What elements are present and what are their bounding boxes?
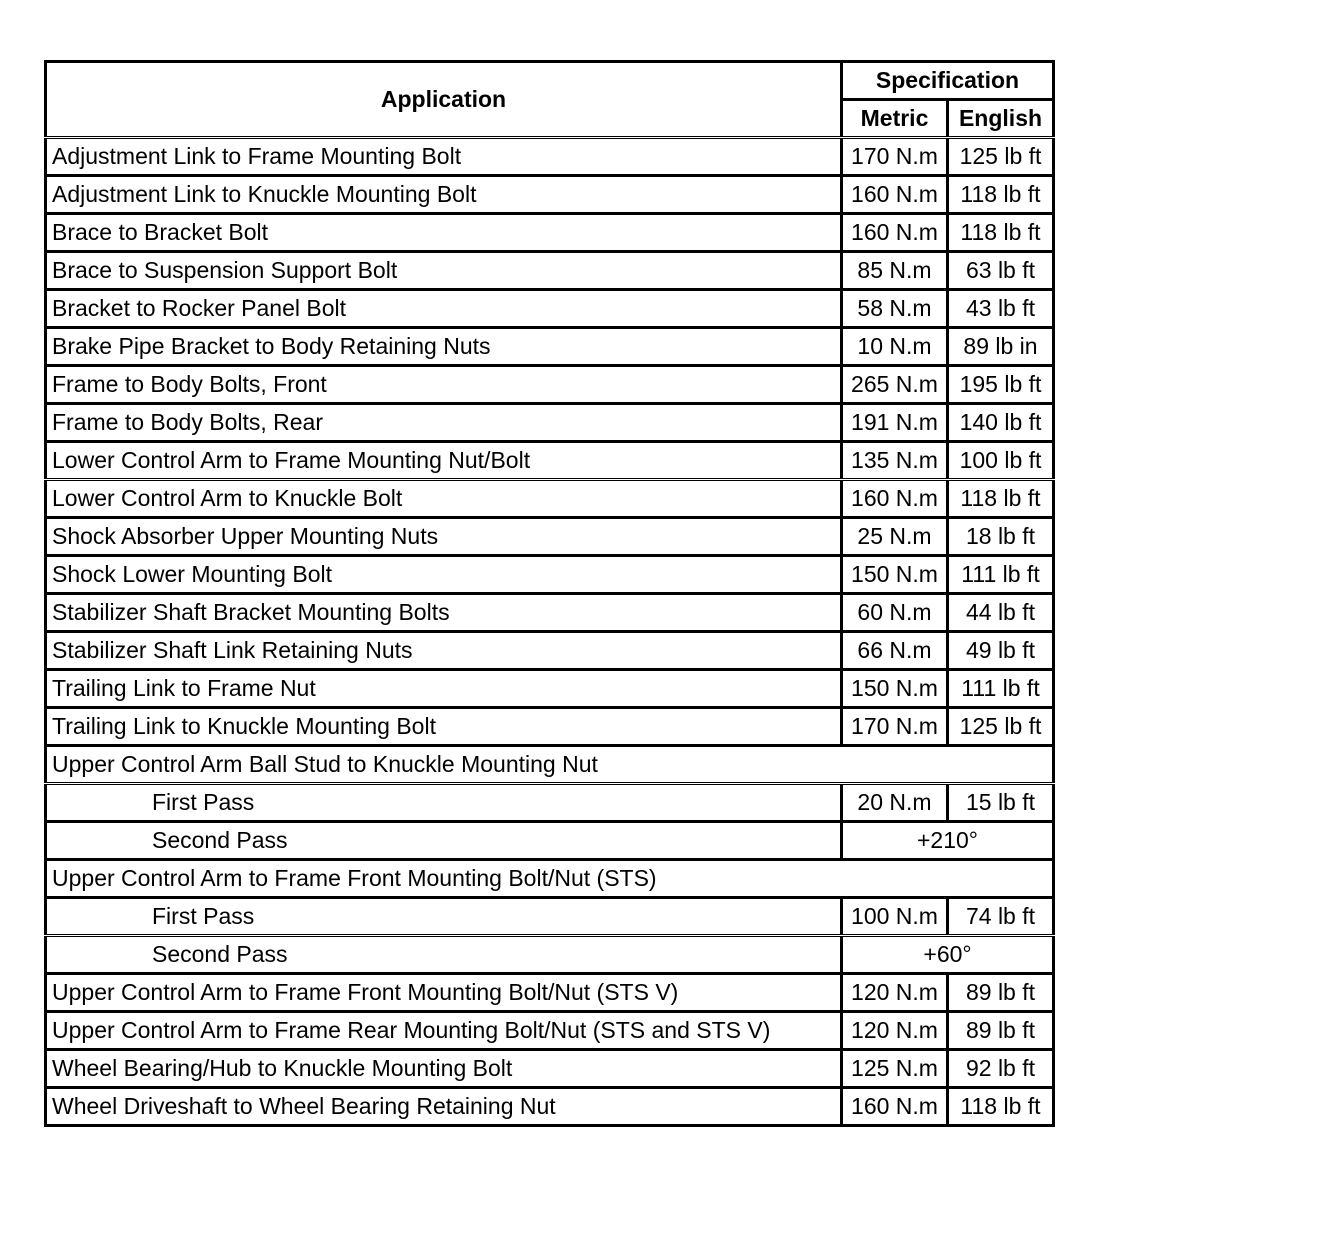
- english-cell: 125 lb ft: [948, 138, 1054, 176]
- metric-cell: 170 N.m: [842, 708, 948, 746]
- table-row: [46, 708, 1054, 746]
- application-cell: First Pass: [46, 898, 842, 936]
- table-row: [46, 518, 1054, 556]
- english-cell: 74 lb ft: [948, 898, 1054, 936]
- metric-cell: 20 N.m: [842, 784, 948, 822]
- application-cell: Lower Control Arm to Frame Mounting Nut/Bolt: [46, 442, 842, 480]
- application-cell: Shock Lower Mounting Bolt: [46, 556, 842, 594]
- metric-cell: 66 N.m: [842, 632, 948, 670]
- metric-cell: 120 N.m: [842, 974, 948, 1012]
- application-cell: Upper Control Arm to Frame Rear Mounting Bolt/Nut (STS and STS V): [46, 1012, 842, 1050]
- english-cell: 118 lb ft: [948, 214, 1054, 252]
- metric-cell: 265 N.m: [842, 366, 948, 404]
- table-row: [46, 328, 1054, 366]
- table-row: [46, 366, 1054, 404]
- metric-cell: 160 N.m: [842, 480, 948, 518]
- english-cell: 49 lb ft: [948, 632, 1054, 670]
- header-metric: Metric: [842, 100, 948, 138]
- table-row: [46, 822, 1054, 860]
- table-row: [46, 936, 1054, 974]
- application-cell: Lower Control Arm to Knuckle Bolt: [46, 480, 842, 518]
- application-cell: Wheel Driveshaft to Wheel Bearing Retaining Nut: [46, 1088, 842, 1126]
- metric-cell: 85 N.m: [842, 252, 948, 290]
- english-cell: 100 lb ft: [948, 442, 1054, 480]
- application-cell: Frame to Body Bolts, Rear: [46, 404, 842, 442]
- metric-cell: 100 N.m: [842, 898, 948, 936]
- application-cell: Shock Absorber Upper Mounting Nuts: [46, 518, 842, 556]
- application-cell: Second Pass: [46, 936, 842, 974]
- application-cell: Stabilizer Shaft Link Retaining Nuts: [46, 632, 842, 670]
- metric-cell: 170 N.m: [842, 138, 948, 176]
- metric-cell: 150 N.m: [842, 556, 948, 594]
- english-cell: 111 lb ft: [948, 670, 1054, 708]
- english-cell: 111 lb ft: [948, 556, 1054, 594]
- english-cell: 195 lb ft: [948, 366, 1054, 404]
- english-cell: 140 lb ft: [948, 404, 1054, 442]
- table-row: [46, 860, 1054, 898]
- application-cell: Brace to Bracket Bolt: [46, 214, 842, 252]
- metric-cell: 125 N.m: [842, 1050, 948, 1088]
- table-row: [46, 556, 1054, 594]
- header-specification: Specification: [842, 62, 1054, 100]
- table-row: [46, 784, 1054, 822]
- english-cell: 92 lb ft: [948, 1050, 1054, 1088]
- table-row: [46, 404, 1054, 442]
- english-cell: 89 lb ft: [948, 974, 1054, 1012]
- application-cell: First Pass: [46, 784, 842, 822]
- application-cell: Brake Pipe Bracket to Body Retaining Nuts: [46, 328, 842, 366]
- table-row: [46, 214, 1054, 252]
- application-cell: Stabilizer Shaft Bracket Mounting Bolts: [46, 594, 842, 632]
- table-row: [46, 594, 1054, 632]
- table-row: [46, 632, 1054, 670]
- table-row: [46, 746, 1054, 784]
- table-row: [46, 670, 1054, 708]
- application-cell: Bracket to Rocker Panel Bolt: [46, 290, 842, 328]
- english-cell: 44 lb ft: [948, 594, 1054, 632]
- application-cell: Wheel Bearing/Hub to Knuckle Mounting Bolt: [46, 1050, 842, 1088]
- application-cell: Second Pass: [46, 822, 842, 860]
- english-cell: 89 lb ft: [948, 1012, 1054, 1050]
- table-row: [46, 1050, 1054, 1088]
- table-body: [46, 138, 1054, 1126]
- table-row: [46, 176, 1054, 214]
- english-cell: 18 lb ft: [948, 518, 1054, 556]
- header-english: English: [948, 100, 1054, 138]
- table-row: [46, 1012, 1054, 1050]
- metric-cell: 25 N.m: [842, 518, 948, 556]
- metric-cell: 160 N.m: [842, 1088, 948, 1126]
- application-cell: Brace to Suspension Support Bolt: [46, 252, 842, 290]
- metric-cell: 150 N.m: [842, 670, 948, 708]
- english-cell: 118 lb ft: [948, 176, 1054, 214]
- table-row: [46, 1088, 1054, 1126]
- metric-cell: 120 N.m: [842, 1012, 948, 1050]
- table-row: [46, 974, 1054, 1012]
- metric-cell: 160 N.m: [842, 176, 948, 214]
- metric-cell: 135 N.m: [842, 442, 948, 480]
- english-cell: 43 lb ft: [948, 290, 1054, 328]
- english-cell: 125 lb ft: [948, 708, 1054, 746]
- english-cell: 63 lb ft: [948, 252, 1054, 290]
- application-cell: Upper Control Arm Ball Stud to Knuckle Mounting Nut: [46, 746, 1054, 784]
- english-cell: 118 lb ft: [948, 480, 1054, 518]
- table-row: [46, 138, 1054, 176]
- metric-cell: 191 N.m: [842, 404, 948, 442]
- torque-spec-table: [44, 60, 1055, 1127]
- application-cell: Upper Control Arm to Frame Front Mounting Bolt/Nut (STS V): [46, 974, 842, 1012]
- angle-cell: +210°: [842, 822, 1054, 860]
- english-cell: 15 lb ft: [948, 784, 1054, 822]
- application-cell: Adjustment Link to Frame Mounting Bolt: [46, 138, 842, 176]
- table-row: [46, 290, 1054, 328]
- table-row: [46, 442, 1054, 480]
- application-cell: Trailing Link to Knuckle Mounting Bolt: [46, 708, 842, 746]
- angle-cell: +60°: [842, 936, 1054, 974]
- metric-cell: 160 N.m: [842, 214, 948, 252]
- english-cell: 118 lb ft: [948, 1088, 1054, 1126]
- table-row: [46, 480, 1054, 518]
- metric-cell: 58 N.m: [842, 290, 948, 328]
- application-cell: Upper Control Arm to Frame Front Mounting Bolt/Nut (STS): [46, 860, 1054, 898]
- table-row: [46, 252, 1054, 290]
- application-cell: Trailing Link to Frame Nut: [46, 670, 842, 708]
- english-cell: 89 lb in: [948, 328, 1054, 366]
- application-cell: Adjustment Link to Knuckle Mounting Bolt: [46, 176, 842, 214]
- application-cell: Frame to Body Bolts, Front: [46, 366, 842, 404]
- table-row: [46, 898, 1054, 936]
- header-application: Application: [46, 62, 842, 138]
- table-header: [46, 62, 1054, 138]
- metric-cell: 10 N.m: [842, 328, 948, 366]
- metric-cell: 60 N.m: [842, 594, 948, 632]
